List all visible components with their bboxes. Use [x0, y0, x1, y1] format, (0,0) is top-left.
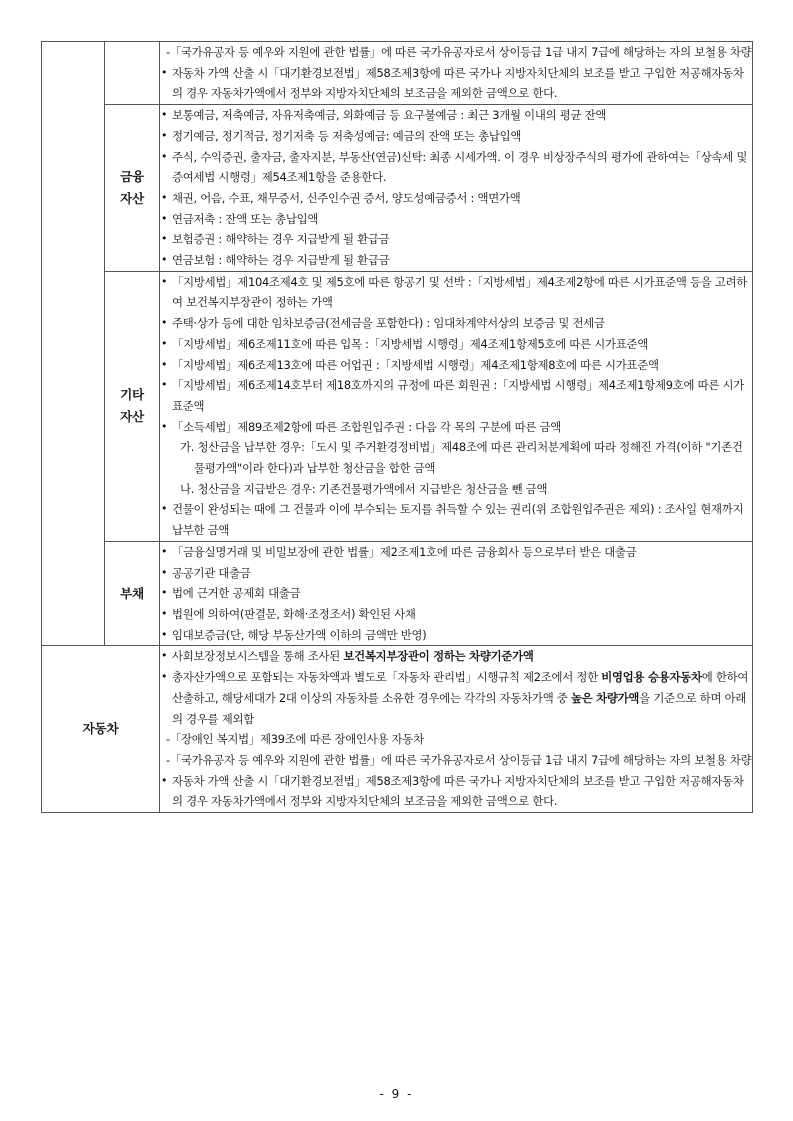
list-item: • 주식, 수익증권, 출자금, 출자지분, 부동산(연금)신탁: 최종 시세가액. 이 경우 비상장주식의 평가에 관하여는「상속세 및 증여세법 시행령」제54조제1항을 준용한다.: [160, 147, 752, 188]
list-item: • 보통예금, 저축예금, 자유저축예금, 외화예금 등 요구불예금 : 최근 3개월 이내의 평균 잔액: [160, 105, 752, 126]
list-item: [160, 646, 752, 667]
list-item: • 법원에 의하여(판결문, 화해·조정조서) 확인된 사채: [160, 604, 752, 625]
list-item: [160, 667, 752, 729]
list-item: • 「지방세법」제6조제14호부터 제18호까지의 규정에 따른 회원권 :「지방세법 시행령」제4조제1항제9호에 따른 시가표준액: [160, 375, 752, 416]
vehicle-label: 자동차: [42, 646, 160, 813]
debt-label: 부채: [105, 541, 160, 646]
vehicle-content: [160, 646, 753, 813]
list-item: • 연금보험 : 해약하는 경우 지급받게 될 환급금: [160, 250, 752, 271]
page-number: - 9 -: [379, 1087, 414, 1101]
list-item: • 보험증권 : 해약하는 경우 지급받게 될 환급금: [160, 229, 752, 250]
list-item: • 주택·상가 등에 대한 임차보증금(전세금을 포함한다) : 임대차계약서상의 보증금 및 전세금: [160, 313, 752, 334]
vehicle-item-text: 사회보장정보시스템을 통해 조사된: [172, 649, 344, 664]
financial-assets-label: 금융 자산: [105, 105, 160, 272]
list-item: -「장애인 복지법」제39조에 따른 장애인사용 자동차: [166, 732, 424, 747]
sub-list-item: 가. 청산금을 납부한 경우:「도시 및 주거환경정비법」제48조에 따른 관리처분계획에 따라 정해진 가격(이하 "기존건물평가액"이라 한다)과 납부한 청산금을 합한 금액: [180, 440, 743, 476]
list-item: -「국가유공자 등 예우와 지원에 관한 법률」에 따른 국가유공자로서 상이등급 1급 내지 7급에 해당하는 자의 보철용 차량: [166, 45, 752, 59]
list-item: • 건물이 완성되는 때에 그 건물과 이에 부수되는 토지를 취득할 수 있는 권리(위 조합원입주권은 제외) : 조사일 현재까지 납부한 금액: [160, 499, 752, 540]
financial-assets-content: [160, 105, 753, 272]
list-item: • 「지방세법」제6조제11호에 따른 입목 :「지방세법 시행령」제4조제1항제5호에 따른 시가표준액: [160, 334, 752, 355]
list-item: • 「금융실명거래 및 비밀보장에 관한 법률」제2조제1호에 따른 금융회사 등으로부터 받은 대출금: [160, 542, 752, 563]
asset-criteria-table: [41, 41, 753, 813]
vehicle-item-text: 을 기준으로 하며 아래의 경우를 제외함: [172, 690, 747, 726]
label-cell-blank: [105, 42, 160, 105]
list-item: • 채권, 어음, 수표, 채무증서, 신주인수권 증서, 양도성예금증서 : 액면가액: [160, 188, 752, 209]
list-item: • 자동차 가액 산출 시「대기환경보전법」제58조제3항에 따른 국가나 지방자치단체의 보조를 받고 구입한 저공해자동차의 경우 자동차가액에서 정부와 지방자치단체의 보조금을 제외한 금액으로 한다.: [160, 63, 752, 104]
continued-vehicle-rules: [160, 42, 753, 105]
category-cell-blank: [42, 42, 105, 646]
table-row: [42, 271, 753, 541]
debt-content: [160, 541, 753, 646]
list-item: • 정기예금, 정기적금, 정기저축 등 저축성예금: 예금의 잔액 또는 총납입액: [160, 126, 752, 147]
list-item: • 「지방세법」제6조제13호에 따른 어업권 :「지방세법 시행령」제4조제1항제8호에 따른 시가표준액: [160, 355, 752, 376]
table-row: [42, 646, 753, 813]
other-assets-label: 기타 자산: [105, 271, 160, 541]
list-item: • 「지방세법」제104조제4호 및 제5호에 따른 항공기 및 선박 :「지방세법」제4조제2항에 따른 시가표준액 등을 고려하여 보건복지부장관이 정하는 가액: [160, 272, 752, 313]
vehicle-item-bold: 보건복지부장관이 정하는 차량기준가액: [343, 649, 534, 664]
list-item: • 연금저축 : 잔액 또는 총납입액: [160, 209, 752, 230]
vehicle-item-bold: 높은 차량가액: [570, 690, 640, 705]
sub-list-item: 나. 청산금을 지급받은 경우: 기존건물평가액에서 지급받은 청산금을 뺀 금액: [180, 481, 548, 496]
list-item: • 자동차 가액 산출 시「대기환경보전법」제58조제3항에 따른 국가나 지방자치단체의 보조를 받고 구입한 저공해자동차의 경우 자동차가액에서 정부와 지방자치단체의 보조금을 제외한 금액으로 한다.: [160, 771, 752, 812]
table-row: [42, 105, 753, 272]
list-item: • 「소득세법」제89조제2항에 따른 조합원입주권 : 다음 각 목의 구분에 따른 금액: [160, 417, 752, 438]
list-item: -「국가유공자 등 예우와 지원에 관한 법률」에 따른 국가유공자로서 상이등급 1급 내지 7급에 해당하는 자의 보철용 차량: [166, 752, 752, 767]
list-item: • 공공기관 대출금: [160, 563, 752, 584]
table-row: [42, 541, 753, 646]
other-assets-content: [160, 271, 753, 541]
vehicle-item-text: 총자산가액으로 포함되는 자동차액과 별도로「자동차 관리법」시행규칙 제2조에서 정한: [172, 670, 602, 685]
list-item: • 임대보증금(단, 해당 부동산가액 이하의 금액만 반영): [160, 625, 752, 646]
list-item: • 법에 근거한 공제회 대출금: [160, 583, 752, 604]
table-row: [42, 42, 753, 105]
vehicle-item-bold: 비영업용 승용자동차: [601, 670, 702, 685]
vehicle-item-text: 에 한하여 산출하고, 해당세대가 2대 이상의 자동차를 소유한 경우에는 각각의 자동차가액 중: [172, 670, 749, 705]
